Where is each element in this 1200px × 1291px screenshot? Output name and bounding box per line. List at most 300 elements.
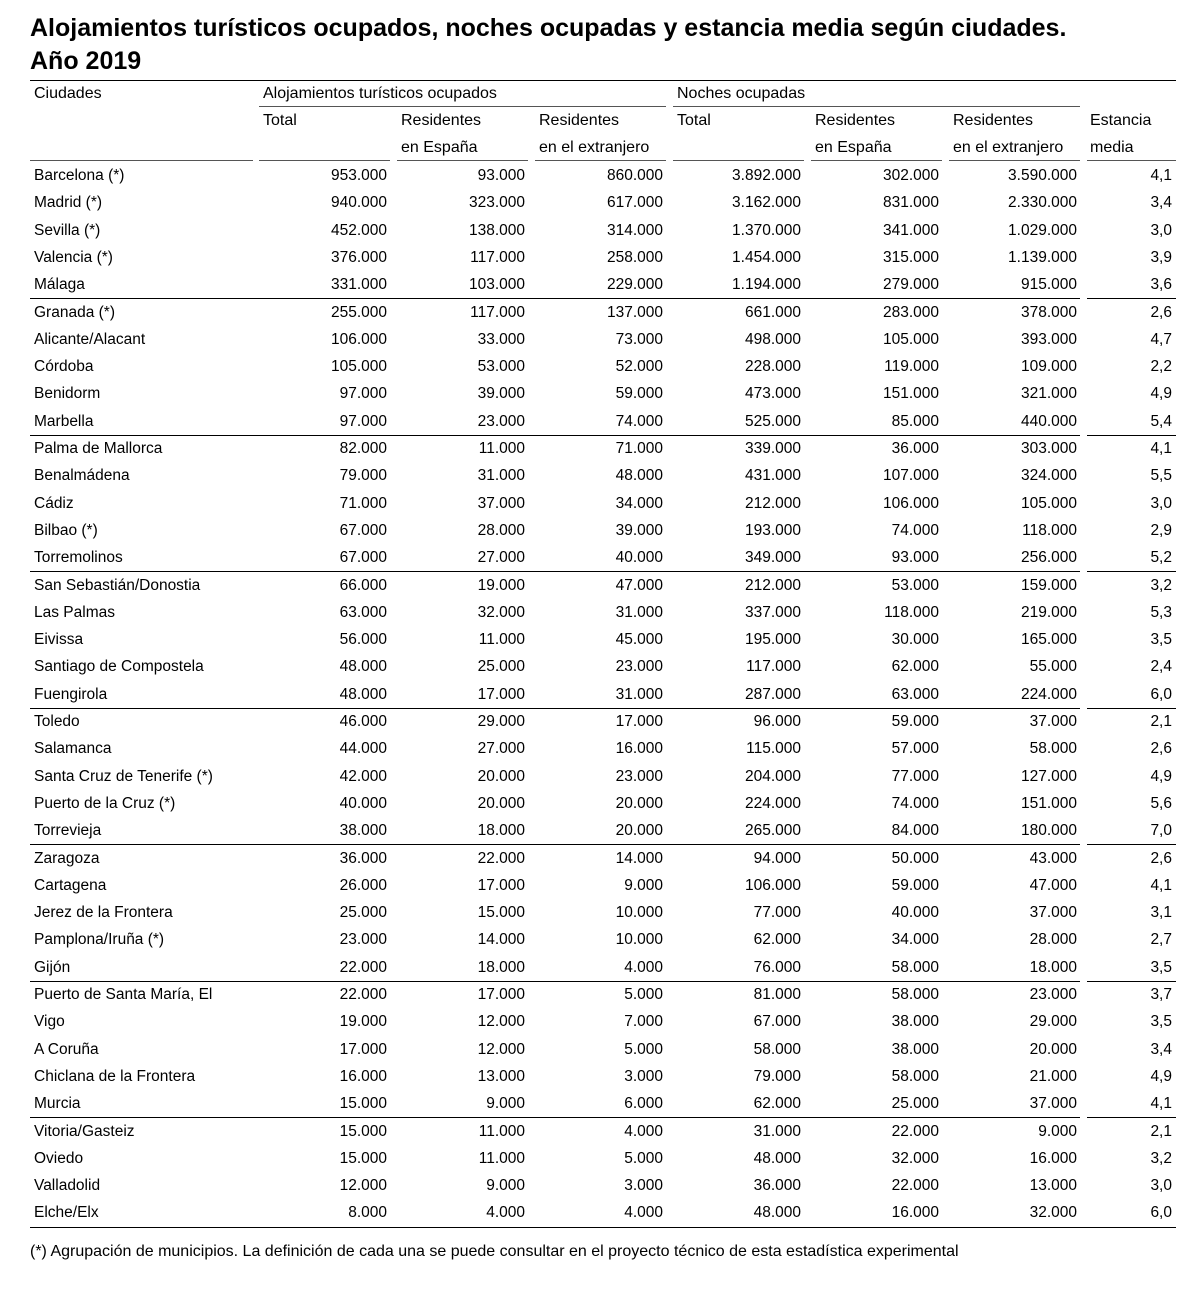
cell-n-esp: 58.000: [891, 986, 939, 1003]
cell-n-total: 31.000: [753, 1122, 801, 1140]
table-row: [0, 1118, 1200, 1145]
cell-n-esp: 283.000: [882, 303, 939, 321]
cell-estancia: 3,2: [1150, 576, 1172, 594]
table-row: [0, 1145, 1200, 1172]
cell-n-total: 287.000: [744, 685, 801, 703]
table-row: [0, 1063, 1200, 1090]
group-separator: [30, 435, 1080, 436]
cell-a-esp: 117.000: [470, 248, 525, 266]
group-separator-estancia: [1087, 981, 1176, 982]
cell-a-ext: 45.000: [615, 631, 663, 649]
table-row: [0, 735, 1200, 762]
cell-estancia: 6,0: [1150, 1204, 1172, 1222]
table-row: [0, 217, 1200, 244]
city-name: A Coruña: [34, 1040, 99, 1058]
city-name: Vigo: [34, 1013, 65, 1031]
cell-a-total: 66.000: [339, 576, 387, 594]
header-a-ext-2: en el extranjero: [539, 139, 650, 156]
cell-a-ext: 14.000: [615, 849, 663, 867]
cell-n-esp: 36.000: [891, 440, 939, 457]
cell-n-ext: 16.000: [1029, 1149, 1077, 1167]
cell-n-esp: 57.000: [891, 740, 939, 758]
table-row: [0, 462, 1200, 489]
group-separator-estancia: [1087, 844, 1176, 845]
footnote: (*) Agrupación de municipios. La definición de cada una se puede consultar en el proyecto técnico de esta estadística experimental: [30, 1243, 959, 1260]
cell-n-total: 337.000: [744, 603, 801, 621]
cell-a-total: 63.000: [339, 603, 387, 621]
cell-n-total: 67.000: [753, 1013, 801, 1031]
cell-n-esp: 25.000: [891, 1095, 939, 1113]
cell-n-total: 76.000: [753, 958, 801, 976]
cell-n-total: 79.000: [753, 1067, 801, 1085]
city-name: Sevilla (*): [34, 221, 101, 239]
cell-a-total: 22.000: [339, 958, 387, 976]
city-name: Valencia (*): [34, 248, 113, 266]
cell-n-esp: 38.000: [891, 1040, 939, 1058]
cell-estancia: 3,9: [1150, 248, 1172, 266]
cell-a-total: 97.000: [339, 412, 387, 430]
cell-n-total: 195.000: [744, 631, 801, 649]
cell-n-total: 498.000: [744, 330, 801, 348]
city-name: Pamplona/Iruña (*): [34, 931, 165, 949]
cell-a-total: 38.000: [339, 822, 387, 840]
header-n-esp-1: Residentes: [815, 112, 896, 129]
cell-n-ext: 378.000: [1020, 303, 1077, 321]
city-name: Santa Cruz de Tenerife (*): [34, 767, 213, 785]
cell-estancia: 3,0: [1150, 221, 1172, 239]
cell-estancia: 2,6: [1150, 303, 1172, 321]
cell-a-total: 15.000: [339, 1149, 387, 1167]
cell-a-esp: 17.000: [477, 876, 525, 894]
cell-n-total: 349.000: [744, 549, 801, 567]
table-row: [0, 626, 1200, 653]
cell-n-ext: 13.000: [1029, 1177, 1077, 1195]
cell-a-ext: 59.000: [615, 385, 663, 403]
cell-a-esp: 15.000: [477, 904, 525, 922]
cell-a-total: 36.000: [339, 849, 387, 867]
cell-a-total: 17.000: [339, 1040, 387, 1058]
cell-estancia: 2,6: [1150, 849, 1172, 867]
city-name: Santiago de Compostela: [34, 658, 204, 676]
cell-a-ext: 314.000: [606, 221, 663, 239]
cell-n-esp: 831.000: [882, 194, 939, 212]
cell-a-total: 376.000: [330, 248, 387, 266]
group-separator: [30, 708, 1080, 709]
cell-a-ext: 31.000: [615, 603, 663, 621]
table-row: [0, 271, 1200, 298]
table-row: [0, 790, 1200, 817]
cell-a-total: 44.000: [339, 740, 387, 758]
cell-n-esp: 279.000: [882, 276, 939, 294]
cell-n-esp: 59.000: [891, 876, 939, 894]
cell-a-esp: 19.000: [477, 576, 525, 594]
cell-a-total: 8.000: [348, 1204, 387, 1222]
cell-a-ext: 4.000: [624, 1122, 663, 1140]
cell-a-esp: 22.000: [477, 849, 525, 867]
city-name: Vitoria/Gasteiz: [34, 1122, 135, 1140]
city-name: Las Palmas: [34, 603, 115, 621]
table-row: [0, 1008, 1200, 1035]
cell-a-esp: 4.000: [486, 1204, 525, 1222]
table-row: [0, 299, 1200, 326]
group-separator: [30, 844, 1080, 845]
cell-estancia: 7,0: [1150, 822, 1172, 840]
cell-n-total: 339.000: [744, 440, 801, 457]
cell-estancia: 4,7: [1150, 330, 1172, 348]
cell-a-total: 452.000: [330, 221, 387, 239]
cell-n-esp: 63.000: [891, 685, 939, 703]
cell-n-ext: 32.000: [1029, 1204, 1077, 1222]
cell-n-total: 228.000: [744, 358, 801, 376]
cell-estancia: 5,2: [1150, 549, 1172, 567]
cell-a-total: 48.000: [339, 685, 387, 703]
cell-n-esp: 74.000: [891, 794, 939, 812]
cell-n-total: 525.000: [744, 412, 801, 430]
header-estancia-2: media: [1090, 139, 1134, 156]
cell-n-esp: 59.000: [891, 713, 939, 730]
cell-n-total: 115.000: [746, 740, 801, 758]
cell-a-total: 106.000: [330, 330, 387, 348]
header-alojamientos: Alojamientos turísticos ocupados: [263, 85, 497, 102]
city-name: Jerez de la Frontera: [34, 904, 173, 922]
cell-n-esp: 106.000: [882, 494, 939, 512]
cell-n-esp: 53.000: [891, 576, 939, 594]
cell-n-ext: 127.000: [1020, 767, 1077, 785]
cell-a-total: 26.000: [339, 876, 387, 894]
cell-n-esp: 119.000: [884, 358, 939, 376]
cell-n-ext: 165.000: [1020, 631, 1077, 649]
table-row: [0, 681, 1200, 708]
cell-a-esp: 39.000: [477, 385, 525, 403]
cell-n-esp: 34.000: [891, 931, 939, 949]
header-estancia-1: Estancia: [1090, 112, 1152, 129]
cell-estancia: 5,5: [1150, 467, 1172, 485]
cell-a-esp: 11.000: [478, 440, 525, 457]
group-separator-estancia: [1087, 571, 1176, 572]
cell-n-ext: 180.000: [1020, 822, 1077, 840]
city-name: Marbella: [34, 412, 94, 430]
cell-n-esp: 62.000: [891, 658, 939, 676]
cell-a-total: 40.000: [339, 794, 387, 812]
cell-a-total: 953.000: [330, 167, 387, 184]
cell-a-total: 46.000: [339, 713, 387, 730]
table-row: [0, 1090, 1200, 1117]
cell-n-ext: 915.000: [1020, 276, 1077, 294]
cell-n-esp: 58.000: [891, 1067, 939, 1085]
header-rule-n-total: [673, 160, 804, 161]
group-separator: [30, 571, 1080, 572]
cell-a-esp: 323.000: [468, 194, 525, 212]
cell-n-total: 36.000: [753, 1177, 801, 1195]
cell-n-ext: 55.000: [1029, 658, 1077, 676]
cell-n-total: 1.454.000: [732, 248, 801, 266]
cell-estancia: 4,1: [1150, 167, 1172, 184]
cell-n-esp: 32.000: [891, 1149, 939, 1167]
city-name: Fuengirola: [34, 685, 108, 703]
cell-a-esp: 29.000: [477, 713, 525, 730]
cell-a-esp: 17.000: [477, 986, 525, 1003]
cell-n-ext: 18.000: [1029, 958, 1077, 976]
cell-a-esp: 20.000: [477, 767, 525, 785]
cell-estancia: 4,1: [1150, 876, 1172, 894]
cell-n-ext: 224.000: [1020, 685, 1077, 703]
table-row: [0, 763, 1200, 790]
cell-n-ext: 23.000: [1029, 986, 1077, 1003]
cell-a-ext: 229.000: [606, 276, 663, 294]
table-row: [0, 490, 1200, 517]
city-name: Palma de Mallorca: [34, 440, 163, 457]
cell-n-esp: 50.000: [891, 849, 939, 867]
cell-a-ext: 23.000: [615, 658, 663, 676]
cell-estancia: 3,7: [1150, 986, 1172, 1003]
cell-a-ext: 5.000: [624, 1149, 663, 1167]
cell-n-ext: 105.000: [1020, 494, 1077, 512]
cell-n-esp: 151.000: [882, 385, 939, 403]
table-row: [0, 408, 1200, 435]
table-row: [0, 189, 1200, 216]
cell-a-ext: 3.000: [624, 1067, 663, 1085]
cell-a-total: 15.000: [339, 1122, 387, 1140]
cell-n-ext: 1.029.000: [1008, 221, 1077, 239]
cell-a-ext: 20.000: [615, 794, 663, 812]
cell-n-total: 58.000: [753, 1040, 801, 1058]
cell-a-esp: 9.000: [486, 1095, 525, 1113]
cell-estancia: 3,1: [1150, 904, 1172, 922]
cell-a-ext: 7.000: [624, 1013, 663, 1031]
table-row: [0, 708, 1200, 735]
header-a-esp-2: en España: [401, 139, 478, 156]
table-row: [0, 899, 1200, 926]
cell-a-esp: 23.000: [477, 412, 525, 430]
cell-n-esp: 77.000: [891, 767, 939, 785]
cell-a-total: 105.000: [330, 358, 387, 376]
cell-estancia: 2,6: [1150, 740, 1172, 758]
cell-a-ext: 16.000: [615, 740, 663, 758]
cell-a-esp: 11.000: [478, 1122, 525, 1140]
cell-a-ext: 23.000: [615, 767, 663, 785]
cell-n-ext: 37.000: [1029, 904, 1077, 922]
cell-a-ext: 4.000: [624, 1204, 663, 1222]
cell-n-esp: 84.000: [891, 822, 939, 840]
header-rule-ciudades: [30, 160, 253, 161]
cell-estancia: 3,4: [1150, 1040, 1172, 1058]
group-separator-estancia: [1087, 1117, 1176, 1118]
cell-a-total: 71.000: [339, 494, 387, 512]
cell-n-ext: 321.000: [1020, 385, 1077, 403]
cell-a-esp: 25.000: [477, 658, 525, 676]
cell-n-ext: 3.590.000: [1008, 167, 1077, 184]
cell-a-esp: 9.000: [486, 1177, 525, 1195]
cell-n-total: 431.000: [744, 467, 801, 485]
cell-a-esp: 33.000: [477, 330, 525, 348]
table-row: [0, 517, 1200, 544]
city-name: Murcia: [34, 1095, 81, 1113]
cell-a-ext: 860.000: [606, 167, 663, 184]
cell-n-total: 81.000: [753, 986, 801, 1003]
city-name: Torremolinos: [34, 549, 123, 567]
cell-a-total: 12.000: [339, 1177, 387, 1195]
cell-n-ext: 21.000: [1029, 1067, 1077, 1085]
cell-a-total: 23.000: [339, 931, 387, 949]
cell-n-ext: 256.000: [1020, 549, 1077, 567]
cell-n-ext: 20.000: [1029, 1040, 1077, 1058]
group-separator-estancia: [1087, 298, 1176, 299]
city-name: Málaga: [34, 276, 85, 294]
cell-estancia: 4,1: [1150, 1095, 1172, 1113]
cell-n-total: 661.000: [744, 303, 801, 321]
cell-n-ext: 393.000: [1020, 330, 1077, 348]
table-row: [0, 872, 1200, 899]
header-rule-estancia: [1087, 160, 1176, 161]
cell-n-ext: 159.000: [1020, 576, 1077, 594]
cell-a-total: 48.000: [339, 658, 387, 676]
table-row: [0, 926, 1200, 953]
cell-a-esp: 138.000: [468, 221, 525, 239]
header-ciudades: Ciudades: [34, 85, 102, 102]
cell-estancia: 4,9: [1150, 385, 1172, 403]
cell-n-esp: 16.000: [891, 1204, 939, 1222]
cell-n-ext: 118.000: [1022, 521, 1077, 539]
cell-n-total: 193.000: [744, 521, 801, 539]
cell-a-esp: 14.000: [477, 931, 525, 949]
bottom-rule: [30, 1227, 1176, 1228]
cell-n-ext: 440.000: [1020, 412, 1077, 430]
cell-a-esp: 18.000: [477, 822, 525, 840]
cell-a-esp: 11.000: [478, 631, 525, 649]
table-row: [0, 653, 1200, 680]
cell-n-ext: 47.000: [1029, 876, 1077, 894]
cell-estancia: 2,7: [1150, 931, 1172, 949]
cell-estancia: 3,5: [1150, 631, 1172, 649]
cell-n-ext: 28.000: [1029, 931, 1077, 949]
table-row: [0, 162, 1200, 189]
cell-a-total: 97.000: [339, 385, 387, 403]
noches-group-rule: [673, 106, 1080, 107]
page-title: [30, 12, 1190, 78]
cell-a-total: 67.000: [339, 521, 387, 539]
header-n-total: Total: [677, 112, 711, 129]
table-row: [0, 353, 1200, 380]
cell-a-ext: 48.000: [615, 467, 663, 485]
cell-n-total: 106.000: [744, 876, 801, 894]
cell-a-total: 331.000: [330, 276, 387, 294]
cell-estancia: 2,9: [1150, 521, 1172, 539]
table-row: [0, 845, 1200, 872]
cell-a-ext: 31.000: [615, 685, 663, 703]
table-row: [0, 544, 1200, 571]
cell-n-esp: 118.000: [884, 603, 939, 621]
cell-a-ext: 17.000: [615, 713, 663, 730]
cell-a-esp: 31.000: [477, 467, 525, 485]
cell-a-ext: 73.000: [615, 330, 663, 348]
group-separator: [30, 298, 1080, 299]
table-row: [0, 817, 1200, 844]
cell-estancia: 2,1: [1150, 713, 1172, 730]
cell-a-ext: 74.000: [615, 412, 663, 430]
cell-a-ext: 3.000: [624, 1177, 663, 1195]
cell-n-esp: 22.000: [891, 1122, 939, 1140]
cell-n-esp: 315.000: [882, 248, 939, 266]
cell-n-esp: 38.000: [891, 1013, 939, 1031]
cell-a-ext: 39.000: [615, 521, 663, 539]
table-row: [0, 244, 1200, 271]
cell-a-ext: 71.000: [615, 440, 663, 457]
header-a-total: Total: [263, 112, 297, 129]
cell-n-total: 3.162.000: [732, 194, 801, 212]
city-name: Toledo: [34, 713, 80, 730]
cell-a-esp: 17.000: [477, 685, 525, 703]
cell-a-ext: 20.000: [615, 822, 663, 840]
group-separator: [30, 1117, 1080, 1118]
city-name: Elche/Elx: [34, 1204, 99, 1222]
city-name: Cartagena: [34, 876, 107, 894]
cell-a-esp: 18.000: [477, 958, 525, 976]
cell-n-total: 3.892.000: [732, 167, 801, 184]
cell-n-total: 62.000: [753, 931, 801, 949]
cell-estancia: 3,2: [1150, 1149, 1172, 1167]
cell-n-esp: 302.000: [882, 167, 939, 184]
cell-n-ext: 324.000: [1020, 467, 1077, 485]
cell-a-esp: 12.000: [477, 1013, 525, 1031]
cell-n-ext: 43.000: [1029, 849, 1077, 867]
cell-n-total: 94.000: [753, 849, 801, 867]
cell-a-total: 22.000: [339, 986, 387, 1003]
cell-n-total: 212.000: [744, 494, 801, 512]
cell-a-total: 25.000: [339, 904, 387, 922]
cell-n-esp: 74.000: [891, 521, 939, 539]
city-name: Torrevieja: [34, 822, 102, 840]
cell-n-esp: 58.000: [891, 958, 939, 976]
table-row: [0, 435, 1200, 462]
header-n-ext-1: Residentes: [953, 112, 1034, 129]
cell-n-total: 77.000: [753, 904, 801, 922]
header-rule-a-total: [259, 160, 390, 161]
city-name: Benidorm: [34, 385, 101, 403]
header-noches: Noches ocupadas: [677, 85, 806, 102]
cell-estancia: 3,6: [1150, 276, 1172, 294]
cell-n-total: 1.194.000: [732, 276, 801, 294]
header-a-esp-1: Residentes: [401, 112, 482, 129]
cell-n-total: 48.000: [753, 1149, 801, 1167]
header-rule-a-ext: [535, 160, 666, 161]
cell-estancia: 2,4: [1150, 658, 1172, 676]
city-name: Benalmádena: [34, 467, 130, 485]
cell-n-total: 48.000: [753, 1204, 801, 1222]
cell-n-total: 224.000: [744, 794, 801, 812]
cell-a-esp: 37.000: [477, 494, 525, 512]
cell-n-total: 204.000: [744, 767, 801, 785]
cell-a-ext: 47.000: [615, 576, 663, 594]
city-name: Bilbao (*): [34, 521, 98, 539]
cell-a-total: 79.000: [339, 467, 387, 485]
cell-estancia: 2,1: [1150, 1122, 1172, 1140]
cell-a-ext: 617.000: [606, 194, 663, 212]
cell-a-ext: 137.000: [606, 303, 663, 321]
cell-n-total: 265.000: [744, 822, 801, 840]
cell-n-total: 96.000: [753, 713, 801, 730]
top-rule: [30, 80, 1176, 81]
cell-n-ext: 219.000: [1020, 603, 1077, 621]
title-line-2: Año 2019: [30, 47, 142, 75]
cell-estancia: 4,9: [1150, 1067, 1172, 1085]
header-a-ext-1: Residentes: [539, 112, 620, 129]
cell-estancia: 4,9: [1150, 767, 1172, 785]
cell-estancia: 3,0: [1150, 1177, 1172, 1195]
city-name: Cádiz: [34, 494, 74, 512]
cell-a-esp: 53.000: [477, 358, 525, 376]
cell-a-ext: 10.000: [615, 931, 663, 949]
cell-n-ext: 9.000: [1038, 1122, 1077, 1140]
